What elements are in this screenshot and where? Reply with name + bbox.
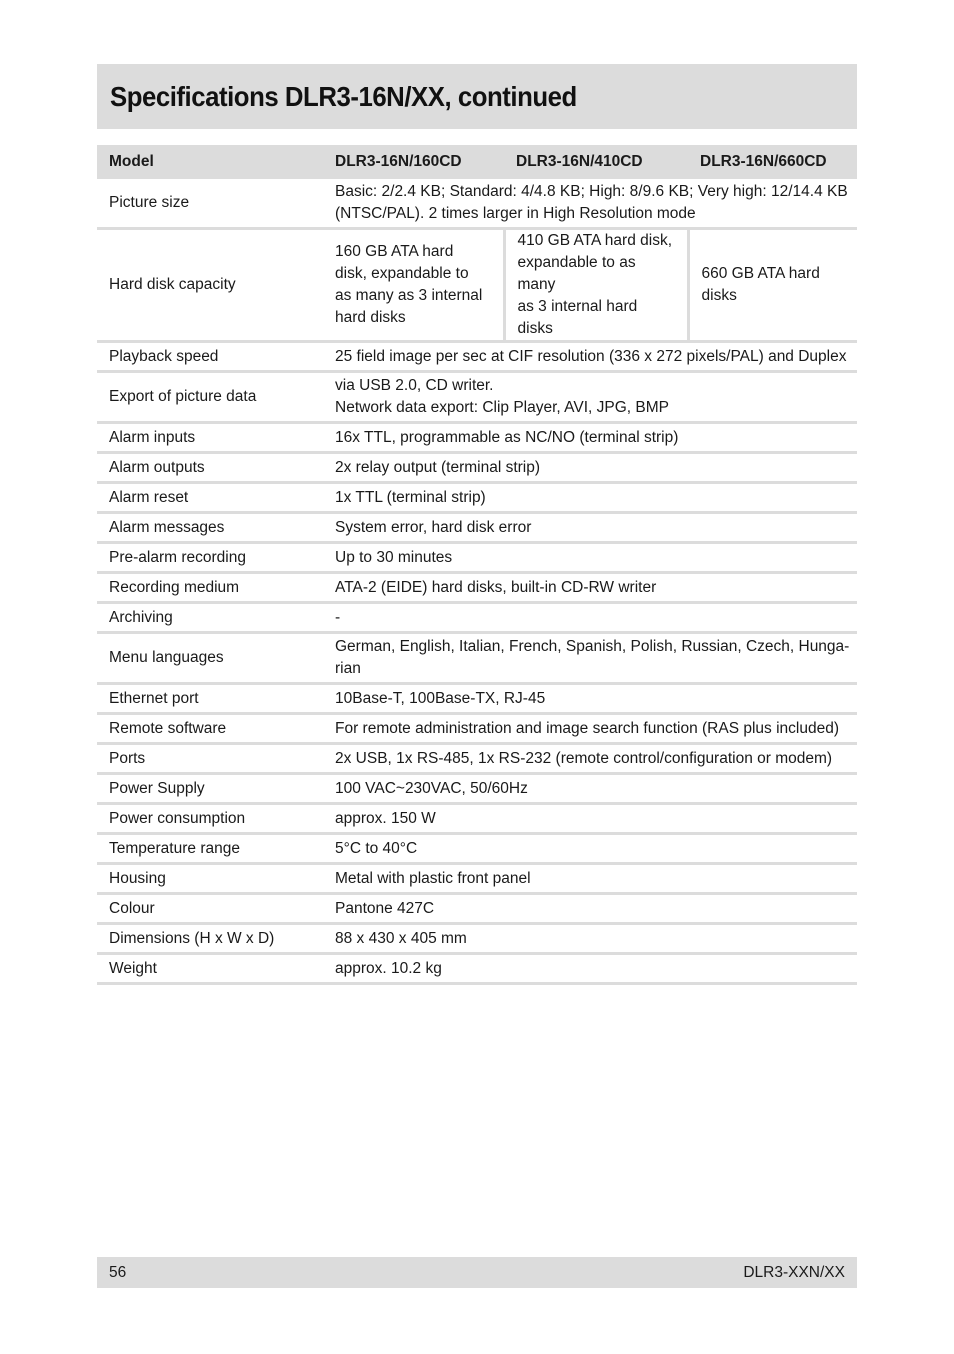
row-value: 16x TTL, programmable as NC/NO (terminal strip): [323, 423, 857, 453]
value-line: disk, expandable to: [335, 265, 469, 282]
value-line: disks: [701, 287, 737, 304]
header-model-160cd: DLR3-16N/160CD: [323, 145, 504, 179]
table-row: [97, 954, 857, 984]
table-row: [97, 744, 857, 774]
row-label: Ports: [97, 744, 323, 774]
row-value: approx. 10.2 kg: [323, 954, 857, 984]
row-label: Alarm inputs: [97, 423, 323, 453]
row-value: [323, 179, 857, 229]
value-line: 410 GB ATA hard disk,: [517, 232, 673, 249]
table-row: [97, 684, 857, 714]
hard-disk-660cd: [688, 229, 857, 342]
value-line: rian: [335, 660, 361, 677]
value-line: (NTSC/PAL). 2 times larger in High Resolution mode: [335, 205, 696, 222]
header-model-660cd: DLR3-16N/660CD: [688, 145, 857, 179]
table-row: [97, 573, 857, 603]
value-line: 660 GB ATA hard: [701, 265, 820, 282]
table-row: [97, 864, 857, 894]
table-header-row: [97, 145, 857, 179]
row-value: 5°C to 40°C: [323, 834, 857, 864]
row-label: Colour: [97, 894, 323, 924]
table-row: [97, 453, 857, 483]
specifications-table: [97, 145, 857, 985]
row-label: Ethernet port: [97, 684, 323, 714]
row-label: Playback speed: [97, 342, 323, 372]
row-label: Weight: [97, 954, 323, 984]
table-row: [97, 179, 857, 229]
row-label: Dimensions (H x W x D): [97, 924, 323, 954]
row-value: Up to 30 minutes: [323, 543, 857, 573]
row-label: Pre-alarm recording: [97, 543, 323, 573]
row-label: Power Supply: [97, 774, 323, 804]
row-label: Menu languages: [97, 633, 323, 684]
row-value: Pantone 427C: [323, 894, 857, 924]
row-label: Archiving: [97, 603, 323, 633]
table-row: [97, 924, 857, 954]
table-row: [97, 804, 857, 834]
row-label: Temperature range: [97, 834, 323, 864]
row-label: Hard disk capacity: [97, 229, 323, 342]
row-value: System error, hard disk error: [323, 513, 857, 543]
row-value: 2x USB, 1x RS-485, 1x RS-232 (remote control/configuration or modem): [323, 744, 857, 774]
value-line: Basic: 2/2.4 KB; Standard: 4/4.8 KB; High: 8/9.6 KB; Very high: 12/14.4 KB: [335, 183, 848, 200]
value-line: via USB 2.0, CD writer.: [335, 377, 494, 394]
row-value: ATA-2 (EIDE) hard disks, built-in CD-RW writer: [323, 573, 857, 603]
row-label: Export of picture data: [97, 372, 323, 423]
row-value: approx. 150 W: [323, 804, 857, 834]
value-line: Network data export: Clip Player, AVI, JPG, BMP: [335, 399, 669, 416]
hard-disk-410cd: [504, 229, 688, 342]
row-value: For remote administration and image search function (RAS plus included): [323, 714, 857, 744]
table-row: [97, 894, 857, 924]
value-line: hard disks: [335, 309, 406, 326]
value-line: as 3 internal hard disks: [517, 298, 638, 337]
row-label: Housing: [97, 864, 323, 894]
table-row: [97, 603, 857, 633]
table-row: [97, 633, 857, 684]
page-footer: [97, 1257, 857, 1288]
row-label: Alarm reset: [97, 483, 323, 513]
row-label: Power consumption: [97, 804, 323, 834]
row-value: -: [323, 603, 857, 633]
page-title: Specifications DLR3-16N/XX, continued: [110, 80, 577, 112]
value-line: 160 GB ATA hard: [335, 243, 454, 260]
row-value: 25 field image per sec at CIF resolution (336 x 272 pixels/PAL) and Duplex: [323, 342, 857, 372]
page-number: 56: [109, 1263, 127, 1281]
table-row: [97, 543, 857, 573]
row-value: 88 x 430 x 405 mm: [323, 924, 857, 954]
table-row: [97, 714, 857, 744]
row-value: [323, 633, 857, 684]
row-label: Picture size: [97, 179, 323, 229]
row-value: 1x TTL (terminal strip): [323, 483, 857, 513]
table-row: [97, 513, 857, 543]
table-row: [97, 483, 857, 513]
header-model: Model: [97, 145, 323, 179]
row-value: [323, 372, 857, 423]
row-value: 10Base-T, 100Base-TX, RJ-45: [323, 684, 857, 714]
table-row: [97, 774, 857, 804]
hard-disk-160cd: [323, 229, 504, 342]
row-value: Metal with plastic front panel: [323, 864, 857, 894]
title-bar: [97, 64, 857, 129]
table-row: [97, 834, 857, 864]
row-label: Alarm messages: [97, 513, 323, 543]
row-value: 100 VAC~230VAC, 50/60Hz: [323, 774, 857, 804]
header-model-410cd: DLR3-16N/410CD: [504, 145, 688, 179]
value-line: expandable to as many: [517, 254, 636, 293]
value-line: as many as 3 internal: [335, 287, 483, 304]
row-label: Recording medium: [97, 573, 323, 603]
footer-model: DLR3-XXN/XX: [743, 1263, 845, 1281]
table-row: [97, 372, 857, 423]
row-value: 2x relay output (terminal strip): [323, 453, 857, 483]
table-row: [97, 423, 857, 453]
table-row: [97, 342, 857, 372]
table-row: [97, 229, 857, 342]
row-label: Alarm outputs: [97, 453, 323, 483]
value-line: German, English, Italian, French, Spanish, Polish, Russian, Czech, Hunga-: [335, 638, 850, 655]
row-label: Remote software: [97, 714, 323, 744]
